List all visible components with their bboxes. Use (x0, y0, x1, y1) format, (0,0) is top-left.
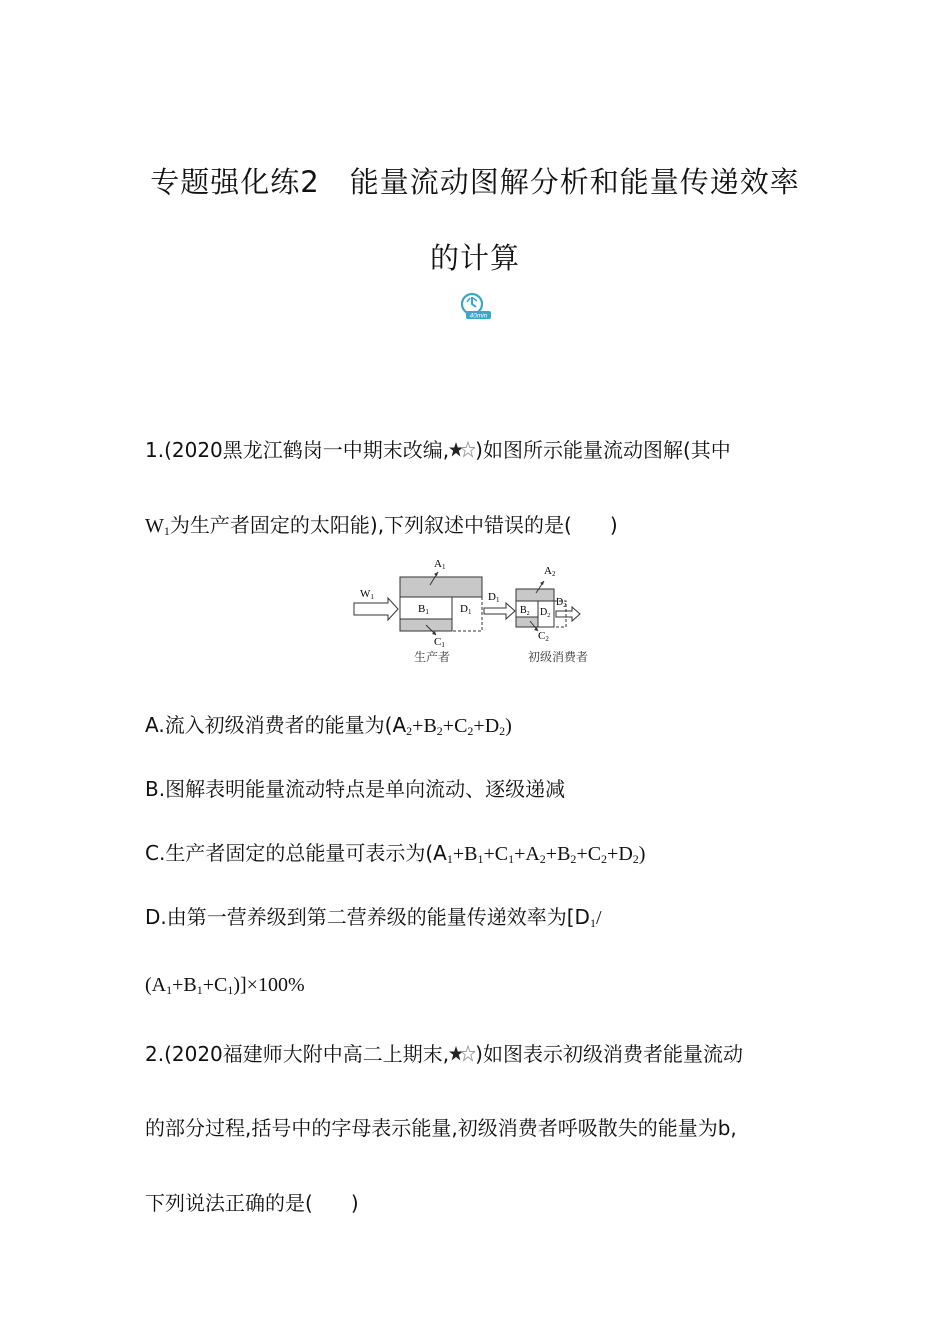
q1-option-d-text: D.由第一营养级到第二营养级的能量传递效率为[D (145, 905, 590, 929)
consumer-caption: 初级消费者 (528, 650, 589, 664)
d1-transfer-arrow (484, 603, 515, 619)
d2-output-arrow (556, 607, 580, 621)
w1-label: W1 (360, 588, 374, 601)
q1-option-d-line2: $(A_1+B_1+C_1)]\times 100\%$ (145, 974, 305, 997)
d2-label: $D_2$ (540, 607, 551, 619)
q1-option-c: C.生产者固定的总能量可表示为$(A_1+B_1+C_1+A_2+B_2+C_2+D_2)$ (145, 841, 646, 866)
q1-stem-suffix: )如图所示能量流动图解(其中 (475, 438, 731, 462)
timer-icon (458, 292, 492, 320)
consumer-a2-block (516, 589, 554, 601)
page-title-line2: 的计算 (429, 241, 520, 275)
q1-stem-close: ) (609, 513, 618, 537)
producer-a1-block (400, 577, 482, 597)
q1-stem-prefix: 1.(2020黑龙江鹤岗一中期末改编, (145, 438, 450, 462)
d1-arrow-label: D1 (488, 591, 500, 604)
q2-stem-suffix: )如图表示初级消费者能量流动 (475, 1042, 743, 1066)
q1-stem-line2-text: 为生产者固定的太阳能),下列叙述中错误的是( (169, 513, 572, 537)
q1-option-d-line2-suffix: )]×100% (233, 974, 305, 996)
difficulty-stars-icon (449, 441, 475, 459)
c2-label: C2 (538, 630, 549, 643)
q1-stem-line1 (145, 434, 731, 463)
q1-option-a: A.流入初级消费者的能量为$(A_2+B_2+C_2+D_2)$ (145, 713, 512, 738)
a1-label: A1 (434, 558, 446, 571)
q2-stem-line1 (145, 1038, 743, 1067)
c1-label: C1 (434, 636, 445, 649)
q1-w-sub: 1 (163, 524, 170, 538)
q2-stem-line2: 的部分过程,括号中的字母表示能量,初级消费者呼吸散失的能量为b, (145, 1116, 737, 1140)
q1-stem-line2 (145, 509, 618, 539)
q2-stem-close: ) (350, 1191, 359, 1215)
q1-option-d-line2-prefix: (A (145, 974, 167, 996)
producer-caption: 生产者 (414, 650, 451, 664)
q1-option-d-line1: D.由第一营养级到第二营养级的能量传递效率为[$D_1/$ (145, 905, 602, 930)
q2-stem-line3 (145, 1187, 359, 1216)
a2-label: A2 (544, 565, 556, 578)
d2-arrow-label: $D_2$ (556, 597, 567, 609)
q2-stem-prefix: 2.(2020福建师大附中高二上期末, (145, 1042, 450, 1066)
page-title-line1: 专题强化练2 能量流动图解分析和能量传递效率 (150, 165, 800, 199)
consumer-c2-block (516, 617, 538, 627)
d1-label: D1 (460, 603, 472, 616)
q1-option-c-prefix: C.生产者固定的总能量可表示为(A (145, 841, 447, 865)
q1-option-b: B.图解表明能量流动特点是单向流动、逐级递减 (145, 777, 566, 801)
timer-label: 40min (469, 312, 488, 320)
q1-w-symbol: W (145, 515, 164, 537)
q1-option-a-prefix: A.流入初级消费者的能量为(A (145, 713, 407, 737)
q2-stem-line3-text: 下列说法正确的是( (145, 1191, 313, 1215)
difficulty-stars-icon (449, 1045, 475, 1063)
b2-label: $B_2$ (520, 605, 530, 617)
b1-label: B1 (418, 603, 429, 616)
energy-flow-diagram (350, 555, 590, 670)
w1-input-arrow (354, 598, 398, 620)
